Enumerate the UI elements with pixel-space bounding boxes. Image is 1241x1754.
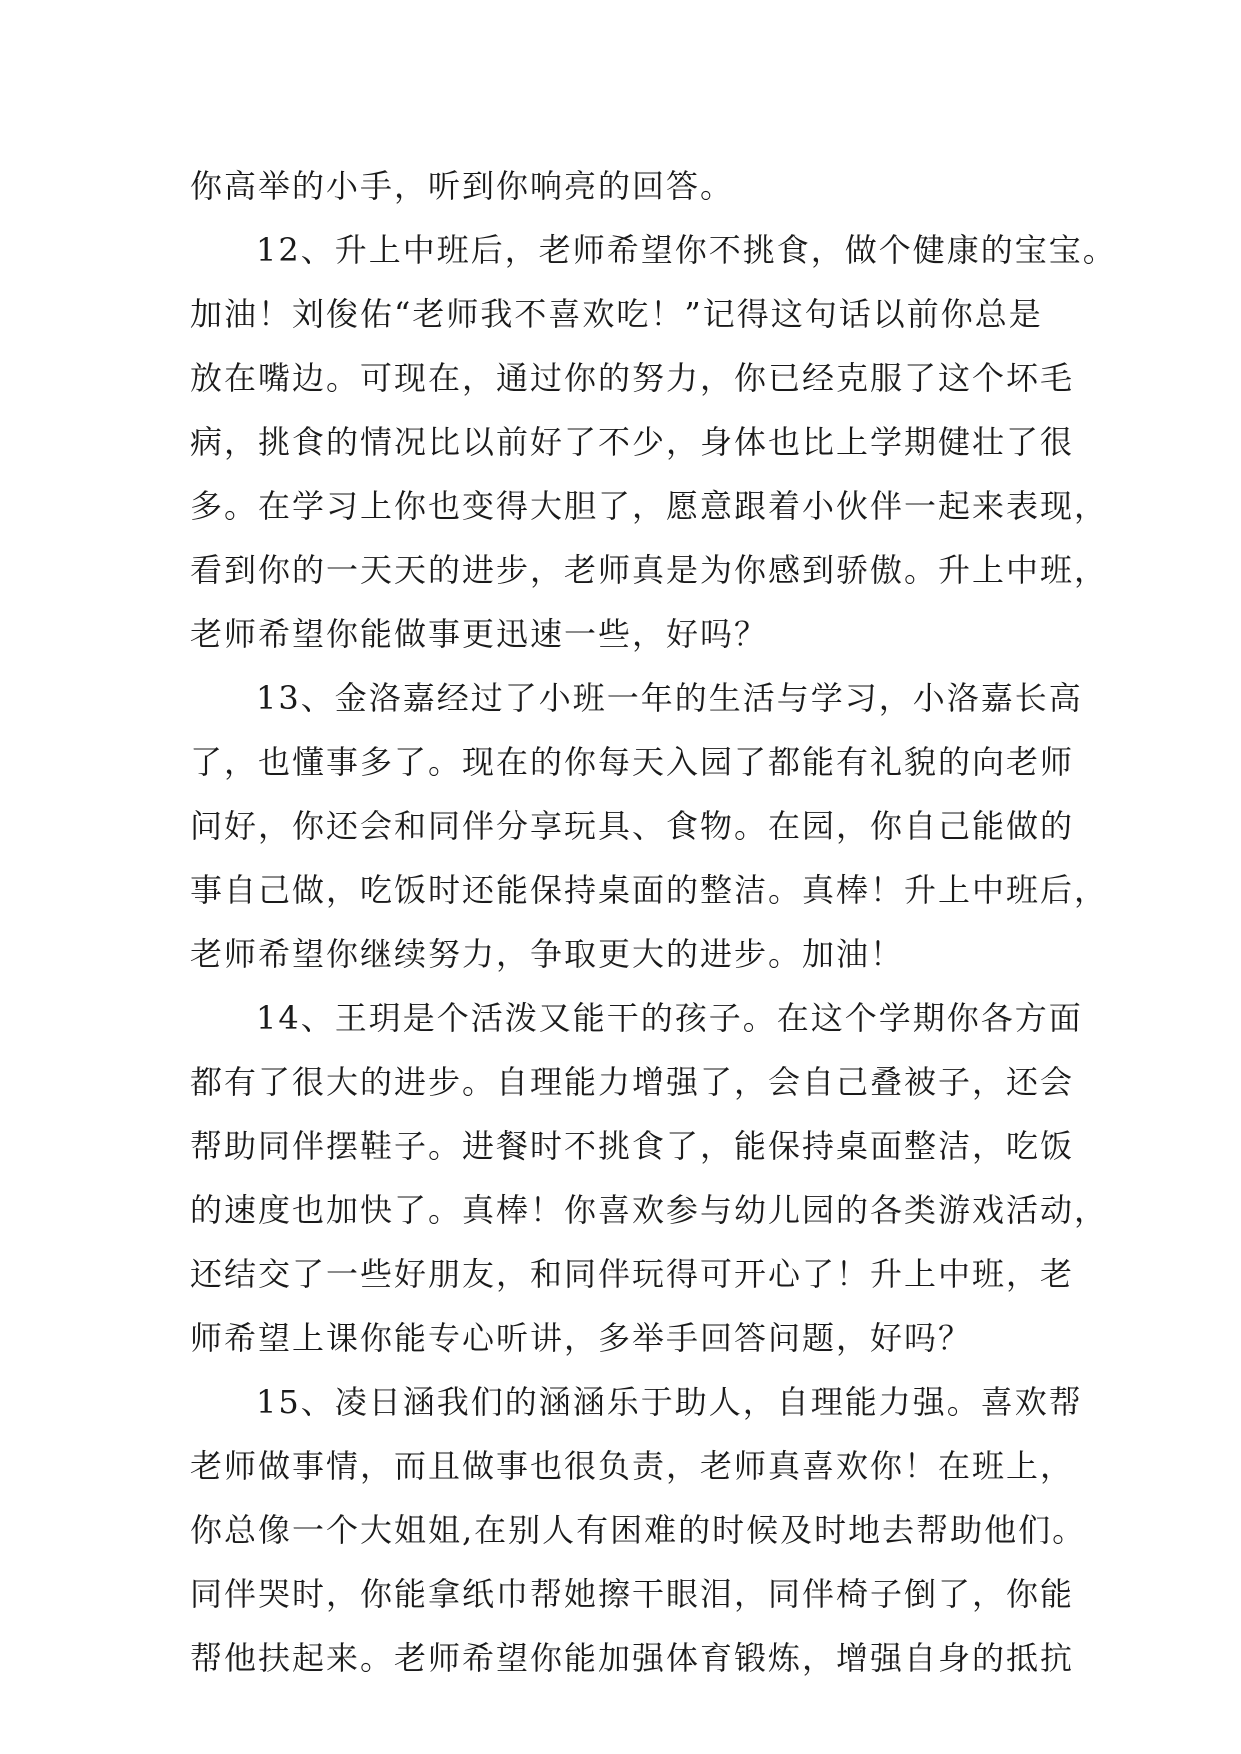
text-line-3: 加油！刘俊佑“老师我不喜欢吃！”记得这句话以前你总是 xyxy=(190,295,1043,333)
text-line-12: 事自己做，吃饭时还能保持桌面的整洁。真棒！升上中班后， xyxy=(190,871,1109,909)
text-line-5: 病，挑食的情况比以前好了不少，身体也比上学期健壮了很 xyxy=(190,423,1075,461)
text-line-20: 15、凌日涵我们的涵涵乐于助人，自理能力强。喜欢帮 xyxy=(256,1383,1083,1421)
text-line-6: 多。在学习上你也变得大胆了，愿意跟着小伙伴一起来表现， xyxy=(190,487,1109,525)
text-line-9: 13、金洛嘉经过了小班一年的生活与学习，小洛嘉长高 xyxy=(256,679,1083,717)
text-line-10: 了，也懂事多了。现在的你每天入园了都能有礼貌的向老师 xyxy=(190,743,1075,781)
text-line-18: 还结交了一些好朋友，和同伴玩得可开心了！升上中班，老 xyxy=(190,1255,1075,1293)
text-line-24: 帮他扶起来。老师希望你能加强体育锻炼，增强自身的抵抗 xyxy=(190,1639,1075,1677)
text-line-19: 师希望上课你能专心听讲，多举手回答问题，好吗？ xyxy=(190,1319,973,1357)
text-line-22: 你总像一个大姐姐,在别人有困难的时候及时地去帮助他们。 xyxy=(190,1511,1087,1549)
text-line-4: 放在嘴边。可现在，通过你的努力，你已经克服了这个坏毛 xyxy=(190,359,1075,397)
text-line-11: 问好，你还会和同伴分享玩具、食物。在园，你自己能做的 xyxy=(190,807,1075,845)
text-line-2: 12、升上中班后，老师希望你不挑食，做个健康的宝宝。 xyxy=(256,231,1117,269)
text-line-16: 帮助同伴摆鞋子。进餐时不挑食了，能保持桌面整洁，吃饭 xyxy=(190,1127,1075,1165)
text-line-14: 14、王玥是个活泼又能干的孩子。在这个学期你各方面 xyxy=(256,999,1083,1037)
text-line-1: 你高举的小手，听到你响亮的回答。 xyxy=(190,167,735,205)
text-line-23: 同伴哭时，你能拿纸巾帮她擦干眼泪，同伴椅子倒了，你能 xyxy=(190,1575,1075,1613)
text-line-17: 的速度也加快了。真棒！你喜欢参与幼儿园的各类游戏活动， xyxy=(190,1191,1109,1229)
text-line-15: 都有了很大的进步。自理能力增强了，会自己叠被子，还会 xyxy=(190,1063,1075,1101)
text-line-8: 老师希望你能做事更迅速一些，好吗？ xyxy=(190,615,769,653)
text-line-21: 老师做事情，而且做事也很负责，老师真喜欢你！在班上， xyxy=(190,1447,1075,1485)
text-line-7: 看到你的一天天的进步，老师真是为你感到骄傲。升上中班， xyxy=(190,551,1109,589)
text-line-13: 老师希望你继续努力，争取更大的进步。加油！ xyxy=(190,935,905,973)
body-text xyxy=(190,154,1117,1690)
